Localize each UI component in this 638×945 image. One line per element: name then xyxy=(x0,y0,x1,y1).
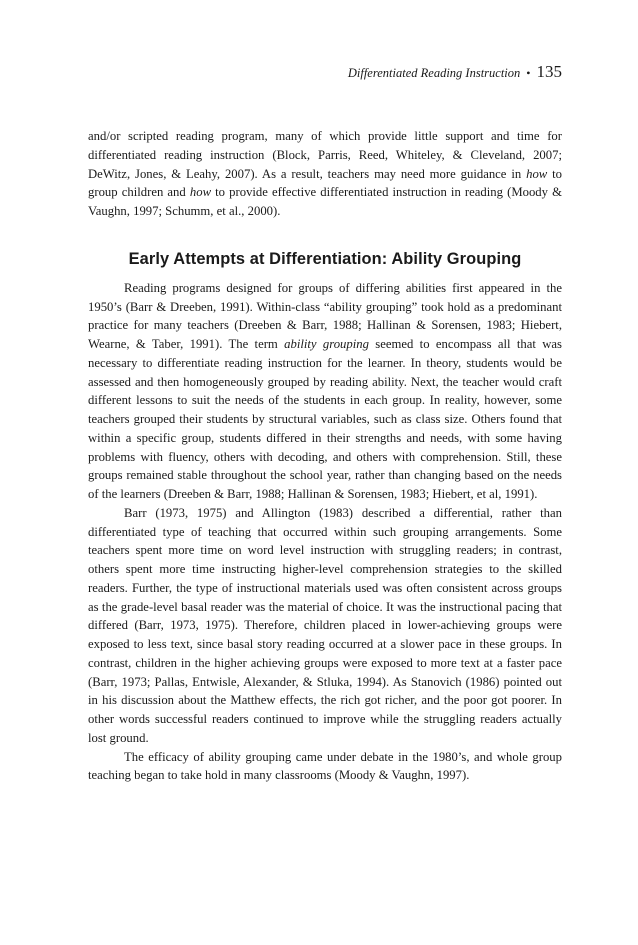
paragraph-efficacy-debate: The efficacy of ability grouping came under debate in the 1980’s, and whole group teaching began to take hold in many classrooms (Moody & Vaughn, 1997). xyxy=(88,749,562,783)
section-heading: Early Attempts at Differentiation: Ability Grouping xyxy=(128,249,522,268)
page-body xyxy=(88,127,562,785)
paragraph-text: to group children and xyxy=(88,166,563,200)
paragraph-text: to provide effective differentiated instruction in reading (Moody & Vaughn, 1997; Schumm, et al., 2000). xyxy=(88,185,562,218)
running-head xyxy=(348,62,562,82)
paragraph-text: Reading programs designed for groups of differing abilities first appeared in the 1950’s (Barr & Dreeben, 1991). Within-class “ability grouping” took hold as a predominant practice for many teachers (Dreeben & Barr, 1988; Hallinan & Sorensen, 1983; Hiebert, Wearne, & Taber, 1991). The term xyxy=(88,280,562,351)
running-head-title: Differentiated Reading Instruction xyxy=(347,66,521,80)
paragraph-text: seemed to encompass all that was necessary to differentiate reading instruction for the learner. In theory, students would be assessed and then homogeneously grouped by reading ability. Next, the teacher would craft different lessons to suit the needs of the students in each group. In reality, however, some teachers grouped their students by structural variables, such as class size. Others found that within a specific group, students differed in their strengths and needs, with some having problems with fluency, others with decoding, and others with comprehension. Still, these groups remained stable throughout the school year, rather than changing based on the needs of the learners (Dreeben & Barr, 1988; Hallinan & Sorensen, 1983; Hiebert, et al, 1991). xyxy=(88,337,562,501)
paragraph-text: and/or scripted reading program, many of which provide little support and time for differentiated reading instruction (Block, Parris, Reed, Whiteley, & Cleveland, 2007; DeWitz, Jones, & Leahy, 2007). As a result, teachers may need more guidance in xyxy=(88,129,562,181)
paragraph-continued xyxy=(88,127,562,221)
emphasis-how-2: how xyxy=(189,185,212,200)
page-number: 135 xyxy=(536,62,562,81)
paragraph-ability-grouping xyxy=(88,279,562,504)
paragraph-differential-teaching: Barr (1973, 1975) and Allington (1983) described a differential, rather than differentiated type of teaching that occurred within such grouping arrangements. Some teachers spent more time on word level instruction with struggling readers; in contrast, others spent more time instructing higher-level comprehension strategies to the skilled readers. Further, the type of instructional materials used was often consistent across groups as the grade-level basal reader was the material of choice. It was the instructional pacing that differed (Barr, 1973, 1975). Therefore, children placed in lower-achieving groups were exposed to less text, since basal story reading occurred at a slower pace in these groups. In contrast, children in the higher achieving groups were exposed to more text at a faster pace (Barr, 1973; Pallas, Entwisle, Alexander, & Stluka, 1994). As Stanovich (1986) pointed out in his discussion about the Matthew effects, the rich got richer, and the poor got poorer. In other words successful readers continued to improve while the struggling readers actually lost ground. xyxy=(88,505,562,745)
emphasis-how-1: how xyxy=(526,166,548,181)
emphasis-ability-grouping: ability grouping xyxy=(284,337,369,351)
running-head-bullet: • xyxy=(526,66,531,80)
